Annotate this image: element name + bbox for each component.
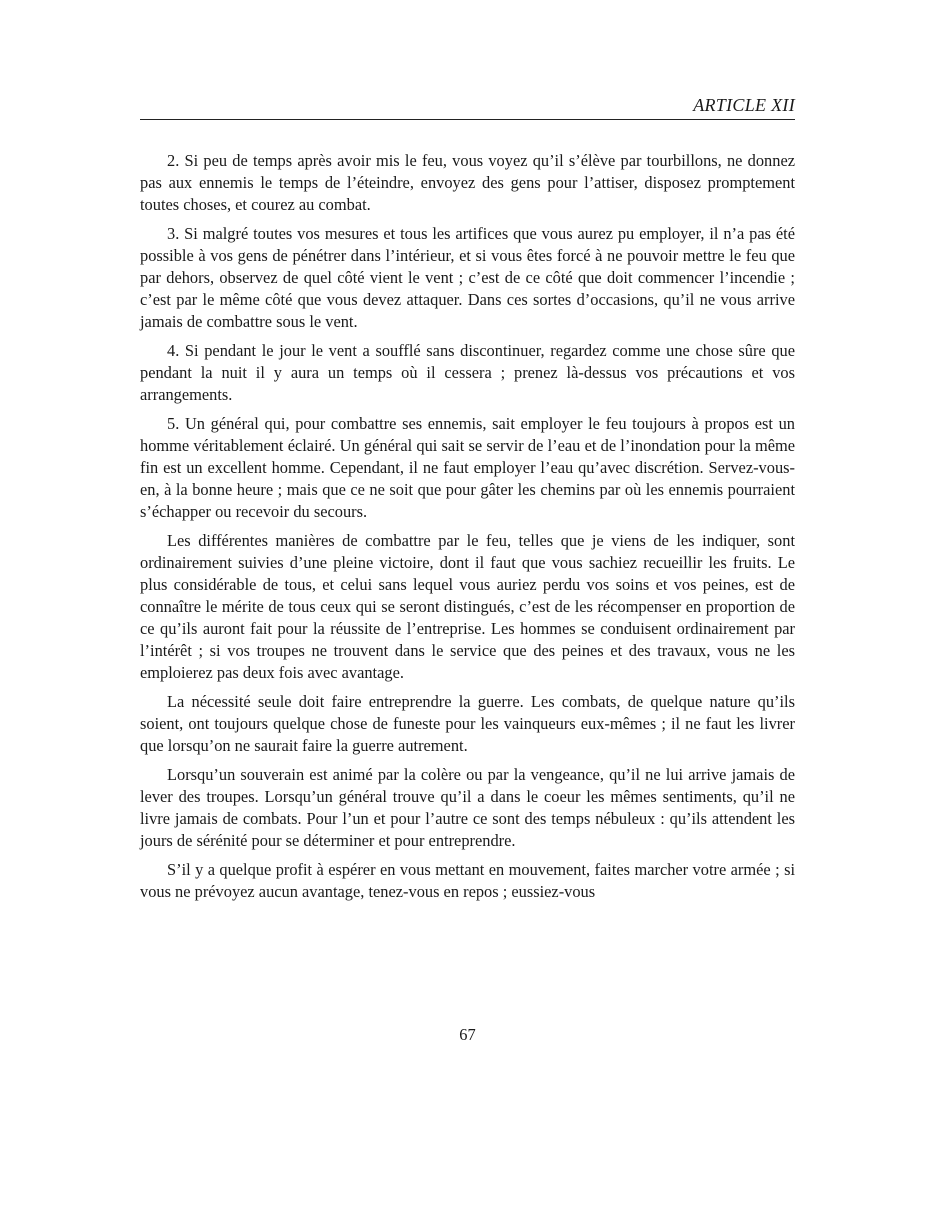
paragraph-4: 4. Si pendant le jour le vent a soufflé sans discontinuer, regardez comme une chose sûre que pendant la nuit il y aura un temps où il cessera ; prenez là-dessus vos précautions et vos arrangements. <box>140 341 795 404</box>
paragraph-profit: S’il y a quelque profit à espérer en vous mettant en mouvement, faites marcher votre armée ; si vous ne prévoyez aucun avantage, tenez-vous en repos ; eussiez-vous <box>140 860 795 901</box>
paragraph-fire-victory: Les différentes manières de combattre par le feu, telles que je viens de les indiquer, sont ordinairement suivies d’une pleine victoire, dont il faut que vous sachiez recueillir les fruits. Le plus considérable de tous, et celui sans lequel vous auriez perdu vos soins et vos peines, est de connaître le mérite de tous ceux qui se seront distingués, c’est de les récompenser en proportion de ce qu’ils auront fait pour la réussite de l’entreprise. Les hommes se conduisent ordinairement par l’intérêt ; si vos troupes ne trouvent dans le service que des peines et des travaux, vous ne les emploierez pas deux fois avec avantage. <box>140 531 795 682</box>
paragraph-necessity: La nécessité seule doit faire entreprendre la guerre. Les combats, de quelque nature qu’ils soient, ont toujours quelque chose de funeste pour les vainqueurs eux-mêmes ; il ne faut les livrer que lorsqu’on ne saurait faire la guerre autrement. <box>140 692 795 755</box>
paragraph-3: 3. Si malgré toutes vos mesures et tous les artifices que vous aurez pu employer, il n’a pas été possible à vos gens de pénétrer dans l’intérieur, et si vous êtes forcé à ne pouvoir mettre le feu que par dehors, observez de quel côté vient le vent ; c’est de ce côté que doit commencer l’incendie ; c’est par le même côté que vous devez attaquer. Dans ces sortes d’occasions, qu’il ne vous arrive jamais de combattre sous le vent. <box>140 224 795 331</box>
paragraph-5: 5. Un général qui, pour combattre ses ennemis, sait employer le feu toujours à propos est un homme véritablement éclairé. Un général qui sait se servir de l’eau et de l’inondation pour la même fin est un excellent homme. Cependant, il ne faut employer l’eau qu’avec discrétion. Servez-vous-en, à la bonne heure ; mais que ce ne soit que pour gâter les chemins par où les ennemis pourraient s’échapper ou recevoir du secours. <box>140 414 795 521</box>
page-number: 67 <box>459 1025 476 1044</box>
paragraph-sovereign: Lorsqu’un souverain est animé par la colère ou par la vengeance, qu’il ne lui arrive jamais de lever des troupes. Lorsqu’un général trouve qu’il a dans le coeur les mêmes sentiments, qu’il ne livre jamais de combats. Pour l’un et pour l’autre ce sont des temps nébuleux : qu’ils attendent les jours de sérénité pour se déterminer et pour entreprendre. <box>140 765 795 850</box>
paragraph-2: 2. Si peu de temps après avoir mis le feu, vous voyez qu’il s’élève par tourbillons, ne donnez pas aux ennemis le temps de l’éteindre, envoyez des gens pour l’attiser, disposez promptement toutes choses, et courez au combat. <box>140 151 795 214</box>
running-header-title: ARTICLE XII <box>693 95 795 115</box>
body-text <box>140 150 795 910</box>
header-rule <box>140 119 795 120</box>
